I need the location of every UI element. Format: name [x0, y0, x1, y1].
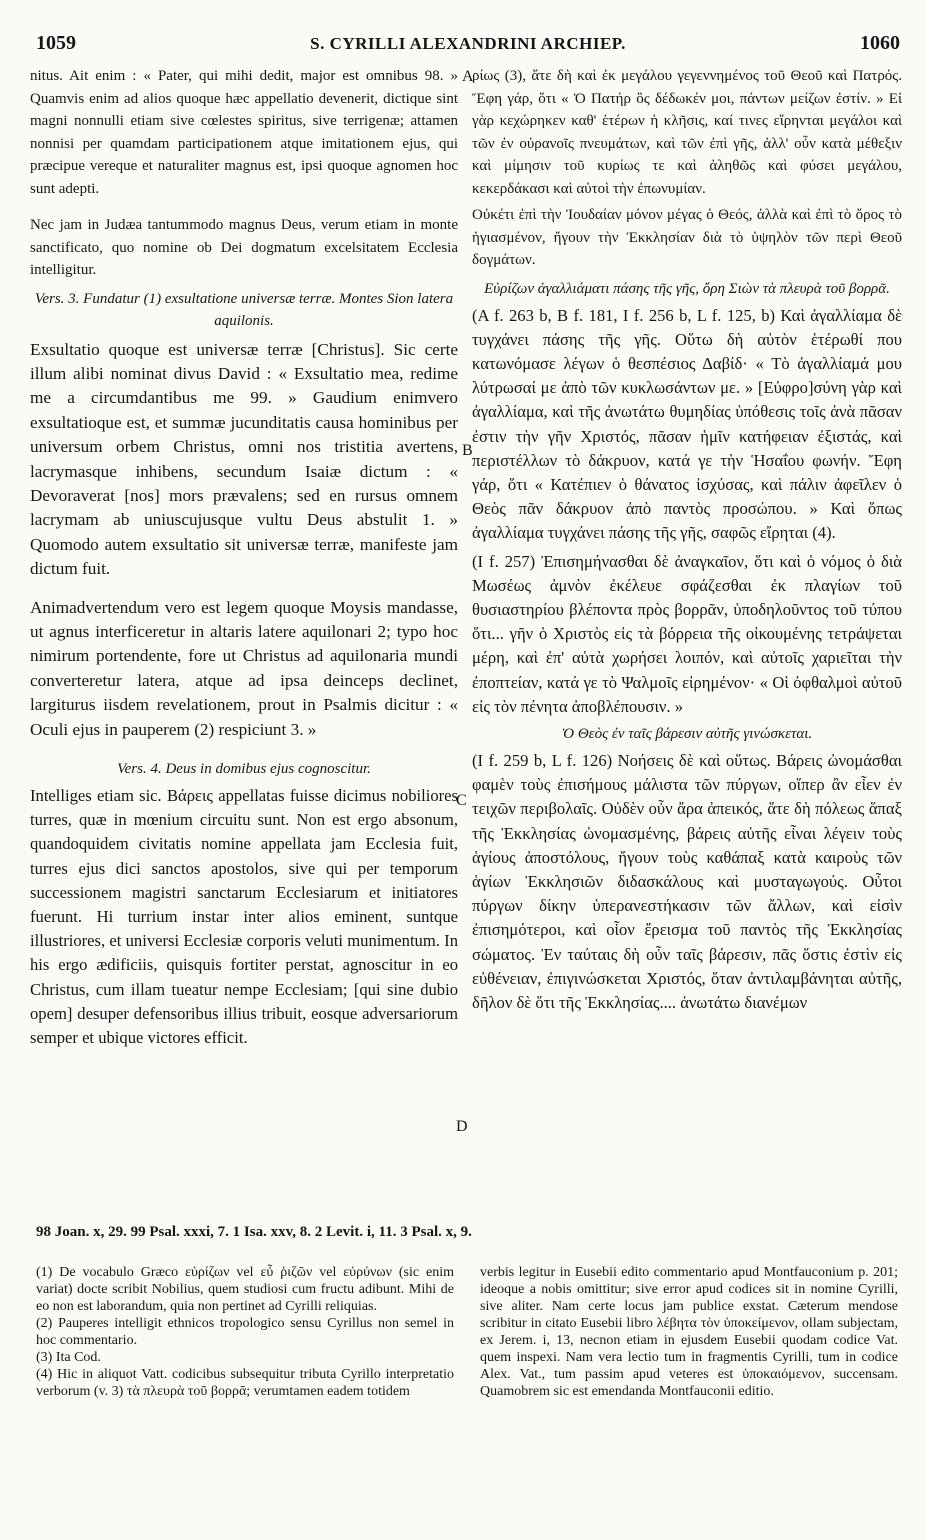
latin-column — [30, 65, 458, 1050]
footnote-1: (1) De vocabulo Græco εὐρίζων vel εὖ ῥιζῶν vel εὐρύνων (sic enim variat) docte scribit Nobilius, quem studiosi cum fructu adibunt. Mihi de eo non est laborandum, quia non pertinet ad Cyrilli reliquias. — [36, 1265, 454, 1314]
greek-paragraph-4: (I f. 257) Ἐπισημήνασθαι δὲ ἀναγκαῖον, ὅτι καὶ ὁ νόμος ὁ διὰ Μωσέως ἀμνὸν ἐκέλευε σφάζεσθαι ἐκ πλαγίων τοῦ θυσιαστηρίου βλέποντα πρὸς βορρᾶν, ὑποδηλοῦντος τοῦ τύπου ὅτι... γῆν ὁ Χριστὸς εἰς τὰ βόρρεια τῆς οἰκουμένης τετράψεται μέρη, καὶ ἐπ' αὐτὰ χωρήσει λοιπόν, καὶ αὐτοῖς χαριεῖται τὴν ἐποπτείαν, κατά γε τὸ Ψαλμοῖς εἰρημένον· « Οἱ ὀφθαλμοὶ αὐτοῦ εἰς τὸν πένητα ἀποβλέπουσιν. » — [472, 551, 902, 716]
footnote-3: (3) Ita Cod. — [36, 1350, 101, 1365]
greek-paragraph-3: (A f. 263 b, B f. 181, I f. 256 b, L f. 125, b) Καὶ ἀγαλλίαμα δὲ τυγχάνει πάσης τῆς γῆς. Οὕτω δὴ αὐτὸν ἑτέρωθί που κατωνόμασε λέγων ὁ θεσπέσιος Δαβίδ· « Τὸ ἀγαλλίαμά μου λύτρωσαί με ἀπὸ τῶν κυκλωσάντων με. » [Εὐφρο]σύνη γὰρ καὶ ἀγαλλίαμα, καὶ τῆς ἀνωτάτω θυμηδίας ὑπόθεσις τοῖς ἀνὰ πᾶσαν ἐστιν τὴν γῆν Χριστός, πᾶσαν ἡμῖν κατήφειαν ἐξιστάς, καὶ περιστέλλων τὸ δάκρυον, κατά γε τὴν Ἡσαΐου φωνήν. Ἔφη γάρ, ὅτι « Κατέπιεν ὁ θάνατος ἰσχύσας, καὶ πάλιν ἀφεῖλεν ὁ Θεὸς πᾶν δάκρυον ἀπὸ παντὸς προσώπου. » Καὶ ὅπως ἀγαλλίαμα τυγχάνει πάσης τῆς γῆς, σαφῶς εἴρηται (4). — [472, 305, 902, 543]
latin-paragraph-3: Exsultatio quoque est universæ terræ [Christus]. Sic certe illum alibi nominat divus David : « Exsultatio mea, redime me a circumdantibus me 99. » Gaudium enimvero exsultatioque est, et summæ jucunditatis causa hominibus per universum orbem Christus, omni nos tristitia avertens, lacrymasque inhibens, secundum Isaiæ dictum : « Devoraverat [nos] mors prævalens; sed en rursus omnem lacrymam ab uniuscujusque vultu Deus abstulit 1. » Quomodo autem exsultatio sit universæ terræ, manifeste jam dictum fuit. — [30, 339, 458, 579]
margin-letter-d: D — [456, 1118, 468, 1135]
margin-letter-c: C — [456, 792, 467, 809]
footnotes-left — [36, 1264, 454, 1400]
latin-paragraph-5: Intelliges etiam sic. Βάρεις appellatas fuisse dicimus nobiliores turres, quæ in mœnium circuitu sunt. Non est ergo absonum, quandoquidem civitatis nomine appellata jam Ecclesia fuit, turres ejus dici sanctos apostolos, sive qui per temporum successionem magistri sanctarum Ecclesiarum et initiatores fuerunt. Hi turrium instar inter alios eminent, suntque illustriores, et universi Ecclesiæ corporis veluti munimentum. In his ergo ædificiis, quisquis fortiter perstat, agnoscitur in eo Christus, cum illam tueatur nempe Ecclesiam; [qui sine dubio opem] desuper defensoribus illius tribuit, eosque adversariorum semper et ubique victores efficit. — [30, 786, 458, 1048]
footnotes-right — [480, 1264, 898, 1400]
running-title: S. CYRILLI ALEXANDRINI ARCHIEP. — [310, 34, 626, 53]
latin-paragraph-4: Animadvertendum vero est legem quoque Moysis mandasse, ut agnus interficeretur in altaris latere aquilonari 2; typo hoc nimirum portendente, fore ut Christus ad aquilonaria mundi converteretur latera, atque ad ipsa deinceps declinet, largiturus iisdem revelationem, prout in Psalmis dicitur : « Oculi ejus in pauperem (2) respiciunt 3. » — [30, 597, 458, 739]
greek-paragraph-5: (I f. 259 b, L f. 126) Νοήσεις δὲ καὶ οὕτως. Βάρεις ὠνομάσθαι φαμὲν τοὺς ἐπισήμους μάλιστα τῶν πύργων, οἵπερ ἂν εἶεν ἐν τειχῶν περιβολαῖς. Οὐδὲν οὖν ἄρα ἀπεικός, ἅτε δὴ πόλεως ἅπαξ τῆς Ἐκκλησίας ὠνομασμένης, βάρεις αὐτῆς εἶναι λέγειν τοὺς ἁγίους ἀποστόλους, ἤγουν τοὺς καθάπαξ κατὰ καιροὺς τῶν ἁγίων Ἐκκλησιῶν διδασκάλους καὶ μυσταγωγούς. Οὗτοι πύργων δίκην ὑπερανεστήκασιν τῶν ἄλλων, καὶ εἰσὶν ἐπισημότεροι, καὶ οἷον ἔρεισμα τοῦ παντὸς τῆς Ἐκκλησίας σώματος. Ἐν ταύταις δὴ οὖν ταῖς βάρεσιν, πᾶς ὅστις ἐστὶν εἰς εὐθένειαν, ἐπιγινώσκεται Χριστός, ὅταν ἀντιλαμβάνηται αὐτῆς, δῆλον δὲ ὅτι τῆς Ἐκκλησίας.... ἀνωτάτω διανέμων — [472, 750, 902, 1012]
latin-verse-4-heading: Vers. 4. Deus in domibus ejus cognoscitur. — [117, 761, 371, 777]
greek-verse-3-heading: Εὐρίζων ἀγαλλιάματι πάσης τῆς γῆς, ὄρη Σιὼν τὰ πλευρὰ τοῦ βορρᾶ. — [484, 280, 890, 297]
margin-letter-b: B — [462, 442, 473, 459]
greek-column — [472, 65, 902, 1015]
latin-paragraph-2: Nec jam in Judæa tantummodo magnus Deus, verum etiam in monte sanctificato, quo nomine ob Dei dogmatum excelsitatem Ecclesia intelligitur. — [30, 217, 458, 278]
greek-verse-4-heading: Ὁ Θεὸς ἐν ταῖς βάρεσιν αὐτῆς γινώσκεται. — [561, 725, 813, 742]
footnote-4: (4) Hic in aliquot Vatt. codicibus subsequitur tributa Cyrillo interpretatio verborum (v. 3) τὰ πλευρὰ τοῦ βορρᾶ; verumtamen eadem totidem — [36, 1367, 454, 1399]
latin-verse-3-heading: Vers. 3. Fundatur (1) exsultatione universæ terræ. Montes Sion latera aquilonis. — [34, 290, 454, 329]
column-number-right: 1060 — [860, 32, 900, 54]
footnote-2: (2) Pauperes intelligit ethnicos tropologico sensu Cyrillus non semel in hoc commentario. — [36, 1316, 454, 1348]
column-number-left: 1059 — [36, 32, 76, 54]
margin-letter-a: A — [462, 68, 474, 85]
greek-paragraph-1: ρίως (3), ἅτε δὴ καὶ ἐκ μεγάλου γεγεννημένος τοῦ Θεοῦ καὶ Πατρός. Ἔφη γάρ, ὅτι « Ὁ Πατήρ ὃς δέδωκέν μοι, πάντων μείζων ἐστίν. » Εἰ γὰρ κεχώρηκεν καθ' ἑτέρων ἡ κλῆσις, καί τινες εἴρηνται μεγάλοι καὶ τῶν ἐν οὐρανοῖς πνευμάτων, καὶ τῶν ἐπὶ γῆς, ἀλλ' οὖν κατὰ μέθεξιν καὶ μίμησιν τοῦ κυρίως τε καὶ ἀληθῶς καὶ φύσει μεγάλου, κεκερδάκασι καὶ αὐτοὶ τὴν ἐπωνυμίαν. — [472, 68, 902, 197]
page-header — [36, 32, 900, 62]
latin-paragraph-1: nitus. Ait enim : « Pater, qui mihi dedit, major est omnibus 98. » Quamvis enim ad alios quoque hæc appellatio devenerit, dictique sint magni nonnulli etiam sive cœlestes spiritus, sive terrigenæ; attamen nonnisi per quamdam participationem atque imitationem ejus, qui præcipue vereque et naturaliter magnus est, ipsi quoque agnomen hoc sunt adepti. — [30, 68, 458, 197]
greek-paragraph-2: Οὐκέτι ἐπὶ τὴν Ἰουδαίαν μόνον μέγας ὁ Θεός, ἀλλὰ καὶ ἐπὶ τὸ ὄρος τὸ ἡγιασμένον, ἤγουν τὴν Ἐκκλησίαν διὰ τὸ ὑψηλὸν τῶν περὶ Θεοῦ δογμάτων. — [472, 207, 902, 268]
scripture-citations: 98 Joan. x, 29. 99 Psal. xxxi, 7. 1 Isa. xxv, 8. 2 Levit. i, 11. 3 Psal. x, 9. — [36, 1224, 472, 1240]
footnote-4-continued: verbis legitur in Eusebii edito commentario apud Montfauconium p. 201; ideoque a nobis omittitur; sive error apud codices sit in nomine Cyrilli, sive aliter. Nam certe locus jam publice exstat. Cæterum mendose scribitur in citato Eusebii libro λέβητα τὸν ὑποκείμενον, ollam subjectam, ex Jerem. i, 13, necnon etiam in ejusdem Eusebii quodam codice Vat. quem inspexi. Nam vera lectio tum in fragmentis Cyrilli, tum in codice Alex. Vat., tum passim apud veteres est ὑποκαιόμενον, succensam. Quamobrem sic est emendanda Montfauconii editio. — [480, 1265, 898, 1399]
